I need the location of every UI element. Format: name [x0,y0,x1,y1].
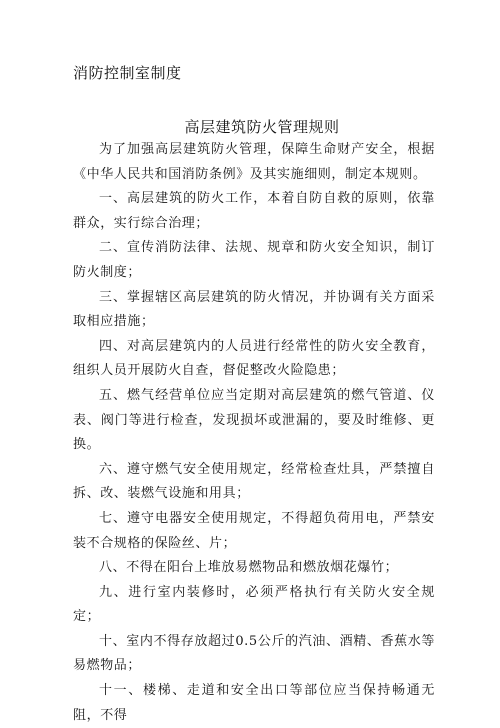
paragraph-rule-8: 八、不得在阳台上堆放易燃物品和燃放烟花爆竹； [99,560,399,576]
document-header: 消防控制室制度 [73,64,182,82]
paragraph-rule-11: 十一、楼梯、走道和安全出口等部位应当保持畅通无阻，不得 [73,683,435,723]
paragraph-rule-2: 二、宣传消防法律、法规、规章和防火安全知识，制订防火制度； [73,240,435,280]
paragraph-rule-10: 十、室内不得存放超过0.5公斤的汽油、酒精、香蕉水等易燃物品； [73,633,435,674]
document-title: 高层建筑防火管理规则 [184,118,340,136]
paragraph-rule-1: 一、高层建筑的防火工作，本着自防自救的原则，依靠群众，实行综合治理； [73,191,435,231]
paragraph-rule-5: 五、燃气经营单位应当定期对高层建筑的燃气管道、仪表、阀门等进行检查，发现损坏或泄漏的，要及时维修、更换。 [73,387,435,453]
paragraph-rule-7: 七、遵守电器安全使用规定，不得超负荷用电，严禁安装不合规格的保险丝、片； [73,510,435,551]
paragraph-rule-4: 四、对高层建筑内的人员进行经常性的防火安全教育，组织人员开展防火自查，督促整改火险隐患； [73,338,435,379]
paragraph-intro: 为了加强高层建筑防火管理，保障生命财产安全，根据《中华人民共和国消防条例》及其实施细则，制定本规则。 [73,142,435,182]
document-body [73,138,435,728]
paragraph-rule-6: 六、遵守燃气安全使用规定，经常检查灶具，严禁擅自拆、改、装燃气设施和用具； [73,461,435,502]
paragraph-rule-3: 三、掌握辖区高层建筑的防火情况，并协调有关方面采取相应措施； [73,289,435,330]
paragraph-rule-9: 九、进行室内装修时，必须严格执行有关防火安全规定； [73,584,435,625]
